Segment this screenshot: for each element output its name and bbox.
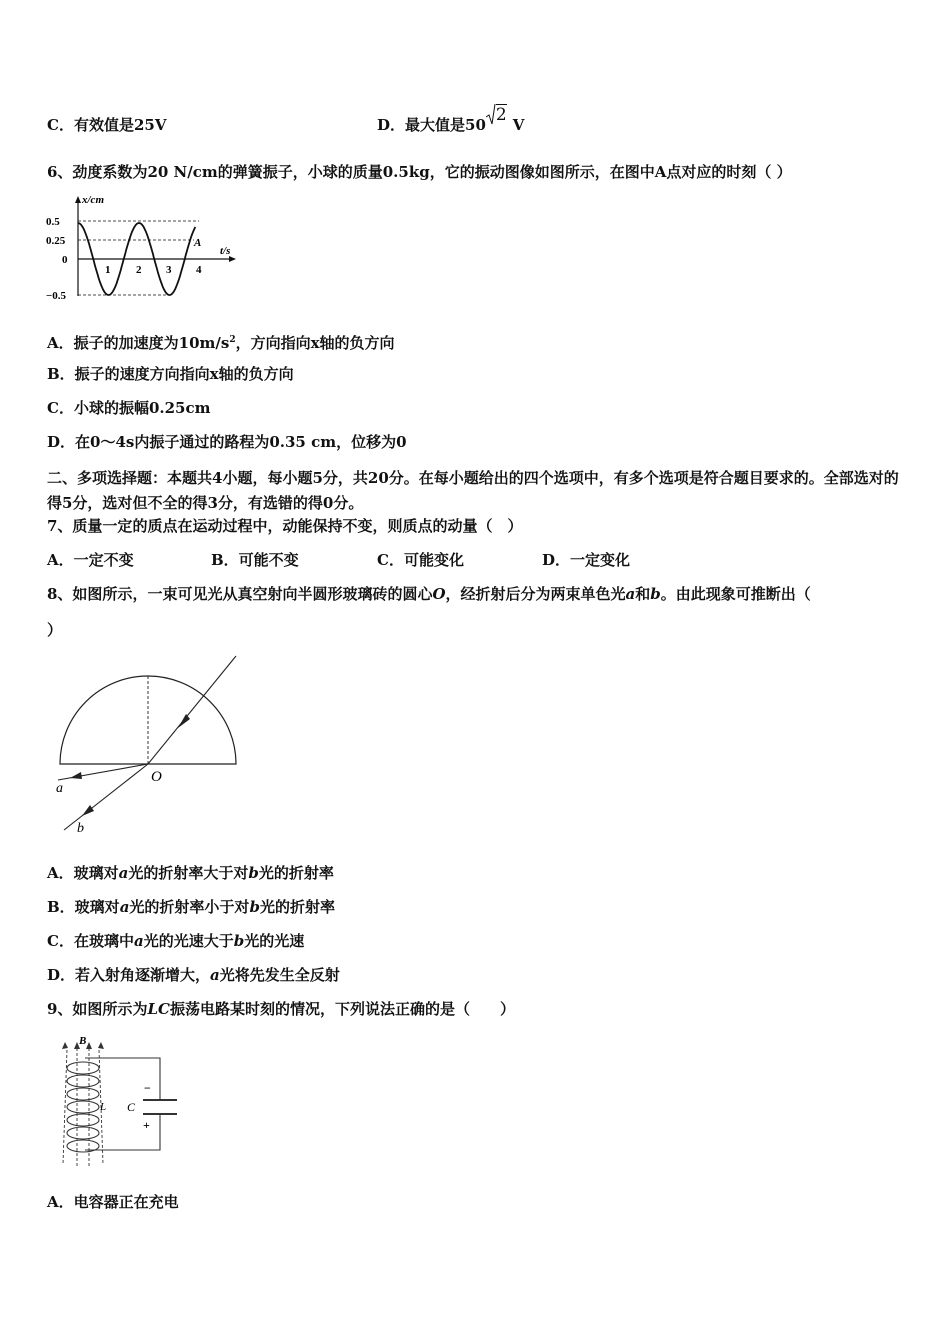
center-o-label: O	[151, 769, 162, 785]
q7-option-c: C．可能变化	[377, 551, 464, 569]
q9-option-a: A．电容器正在充电	[47, 1193, 179, 1211]
q8-option-c	[47, 931, 304, 951]
ray-a-arrow-icon	[70, 772, 82, 779]
q8-opt-c-2: a	[133, 932, 144, 950]
ray-b-arrow-icon	[82, 805, 94, 816]
q8-opt-d-3: 光将先发生全反射	[219, 966, 340, 984]
q5-option-d-unit: V	[512, 116, 525, 134]
q8-stem-a: a	[625, 585, 636, 603]
plus-label: +	[143, 1118, 150, 1132]
q5-option-c: C．有效值是25V	[47, 116, 167, 134]
xtick-1: 1	[105, 264, 111, 276]
q8-stem-text-1: 8、如图所示，一束可见光从真空射向半圆形玻璃砖的圆心	[47, 585, 433, 603]
minus-label: −	[144, 1081, 151, 1095]
q7-option-a: A．一定不变	[47, 551, 134, 569]
q8-option-b	[47, 897, 335, 917]
q8-opt-c-3: 光的光速大于	[143, 932, 234, 950]
y-axis-arrow-icon	[75, 196, 81, 203]
q8-stem-o: O	[432, 585, 446, 603]
field-b-label: B	[79, 1035, 87, 1047]
q8-opt-c-5: 光的光速	[244, 932, 305, 950]
q6-option-d: D．在0～4s内振子通过的路程为0.35 cm，位移为0	[47, 433, 407, 451]
ytick-0: 0	[62, 254, 68, 266]
field-arrow-icon-3	[62, 1042, 68, 1049]
x-axis-label: t/s	[220, 245, 231, 257]
q6-vibration-graph	[44, 192, 244, 302]
q8-opt-a-3: 光的折射率大于对	[128, 864, 249, 882]
ray-b-label: b	[77, 821, 84, 836]
coil-l-label: L	[100, 1101, 107, 1113]
q8-opt-b-2: a	[119, 898, 130, 916]
q7-stem: 7、质量一定的质点在运动过程中，动能保持不变，则质点的动量（ ）	[47, 517, 523, 535]
q8-opt-c-1: C．在玻璃中	[47, 932, 134, 950]
q9-stem-text-2: 振荡电路某时刻的情况，下列说法正确的是（ ）	[169, 1000, 515, 1018]
q7-option-b: B．可能不变	[211, 551, 299, 569]
q8-opt-a-1: A．玻璃对	[47, 864, 119, 882]
q8-opt-d-2: a	[210, 966, 220, 984]
q9-stem-lc: LC	[147, 1000, 170, 1018]
capacitor-label: C	[127, 1100, 136, 1114]
xtick-4: 4	[196, 264, 202, 276]
field-arrow-icon-4	[98, 1042, 104, 1049]
q6-stem: 6、劲度系数为20 N/cm的弹簧振子，小球的质量0.5kg，它的振动图像如图所示，在图中A点对应的时刻（ ）	[47, 163, 792, 181]
q8-opt-a-4: b	[248, 864, 259, 882]
q8-refraction-figure	[50, 652, 250, 842]
ray-a-label: a	[56, 781, 63, 796]
ytick-0-5: 0.5	[46, 216, 60, 228]
q8-option-d	[47, 965, 340, 985]
q8-opt-a-2: a	[118, 864, 129, 882]
q8-stem-close: ）	[47, 621, 63, 639]
q6-option-a	[47, 330, 395, 353]
q6-option-a-text-2: ，方向指向x轴的负方向	[235, 334, 395, 352]
sqrt-sign-icon	[486, 104, 496, 126]
ytick-neg-0-5: −0.5	[46, 290, 67, 302]
q5-option-d	[377, 105, 525, 135]
section-2-heading: 二、多项选择题：本题共4小题，每小题5分，共20分。在每小题给出的四个选项中，有多个选项是符合题目要求的。全部选对的得5分，选对但不全的得3分，有选错的得0分。	[47, 469, 899, 512]
xtick-3: 3	[166, 264, 172, 276]
q8-stem-text-3: 和	[635, 585, 651, 603]
q6-option-c: C．小球的振幅0.25cm	[47, 399, 211, 417]
q8-opt-b-4: b	[249, 898, 260, 916]
q6-option-b: B．振子的速度方向指向x轴的负方向	[47, 365, 294, 383]
incident-arrow-icon	[178, 714, 190, 728]
q8-stem-text-2: ，经折射后分为两束单色光	[445, 585, 626, 603]
point-a-label: A	[194, 237, 202, 249]
q5-option-d-text: D．最大值是50	[377, 116, 486, 134]
q9-stem	[47, 999, 515, 1019]
ytick-0-25: 0.25	[46, 235, 66, 247]
q9-lc-circuit-figure	[55, 1034, 185, 1174]
q8-opt-c-4: b	[233, 932, 245, 950]
xtick-2: 2	[136, 264, 142, 276]
q6-option-a-sup: 2	[229, 335, 236, 345]
inductor-coil	[67, 1062, 99, 1152]
q8-stem-text-4: 。由此现象可推断出（	[660, 585, 811, 603]
q8-opt-b-1: B．玻璃对	[47, 898, 120, 916]
q8-opt-a-5: 光的折射率	[258, 864, 334, 882]
q9-stem-text-1: 9、如图所示为	[47, 1000, 148, 1018]
incident-ray	[148, 656, 236, 764]
q6-option-a-text: A．振子的加速度为10m/s	[47, 334, 230, 352]
q8-stem	[47, 584, 811, 604]
y-axis-label: x/cm	[82, 194, 104, 206]
field-arrow-icon-2	[86, 1042, 92, 1049]
sqrt-expression	[486, 105, 507, 125]
q8-option-a	[47, 863, 334, 883]
q8-stem-b: b	[650, 585, 661, 603]
q8-opt-b-5: 光的折射率	[259, 898, 335, 916]
q8-opt-b-3: 光的折射率小于对	[129, 898, 250, 916]
sqrt-radicand: 2	[495, 105, 507, 125]
q7-option-d: D．一定变化	[542, 551, 631, 569]
q8-opt-d-1: D．若入射角逐渐增大，	[47, 966, 211, 984]
